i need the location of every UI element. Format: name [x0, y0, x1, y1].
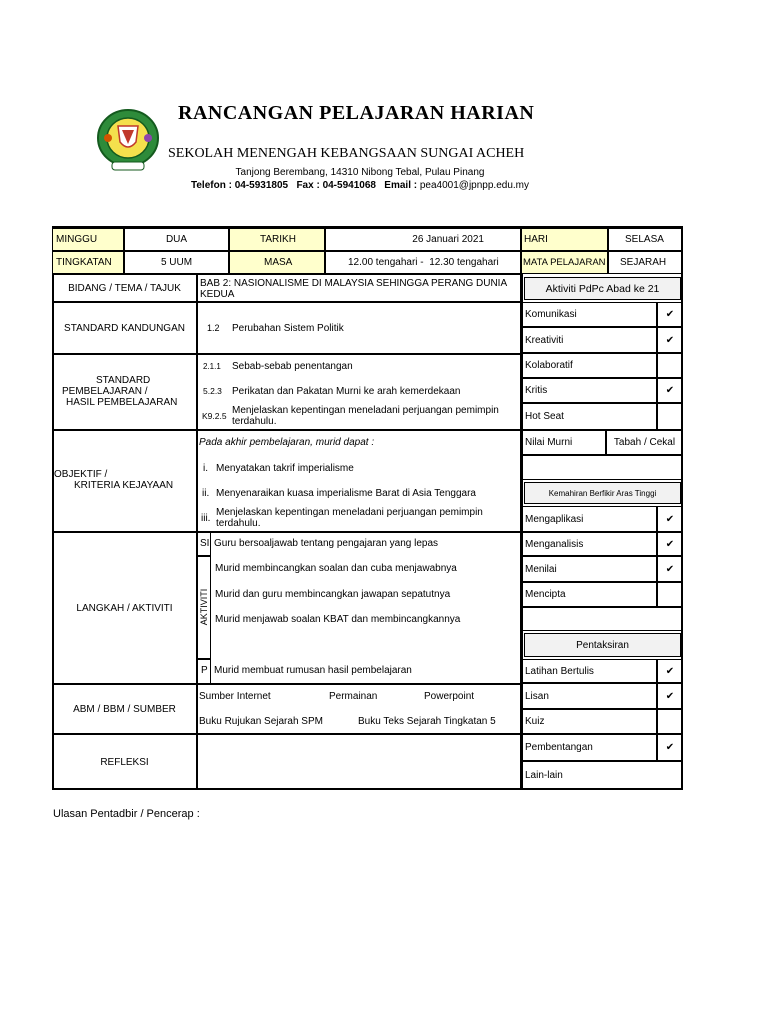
bidang-value: BAB 2: NASIONALISME DI MALAYSIA SEHINGGA PERANG DUNIA KEDUA	[200, 278, 507, 300]
sk-code: 1.2	[207, 323, 220, 333]
pentaksiran-label-4: Pembentangan	[521, 734, 657, 761]
kbat-header: Kemahiran Berfikir Aras Tinggi	[524, 482, 681, 504]
abad-check-4: ✔	[657, 378, 683, 403]
masa-end: 12.30 tengahari	[429, 257, 499, 268]
tarikh-label: TARIKH	[229, 228, 325, 251]
abad-label-5: Hot Seat	[521, 403, 657, 430]
hari-value: SELASA	[608, 228, 683, 251]
abm-item-5: Buku Teks Sejarah Tingkatan 5	[358, 716, 496, 727]
objektif-label	[52, 430, 197, 532]
tingkatan-label: TINGKATAN	[52, 251, 124, 274]
sp-text-1: Sebab-sebab penentangan	[232, 361, 353, 372]
si-label: SI	[200, 538, 210, 549]
kbat-spacer	[521, 607, 683, 631]
email-label: Email :	[384, 180, 418, 191]
abad-check-3	[657, 353, 683, 378]
kbat-label-2: Menganalisis	[521, 532, 657, 556]
abm-cell	[197, 684, 521, 734]
masa-label: MASA	[229, 251, 325, 274]
nilai-spacer	[521, 455, 683, 480]
subject-value: SEJARAH	[608, 251, 683, 274]
objektif-num-2: ii.	[202, 488, 210, 499]
sp-code-3: K9.2.5	[202, 411, 227, 421]
telefon-label: Telefon :	[190, 180, 232, 191]
kbat-check-1: ✔	[657, 506, 683, 532]
sp-label-3: HASIL PEMBELAJARAN	[66, 397, 178, 408]
kbat-check-2: ✔	[657, 532, 683, 556]
school-logo	[96, 104, 160, 176]
bidang-value-cell	[197, 274, 521, 302]
sp-label-2: PEMBELAJARAN /	[62, 386, 148, 397]
langkah-cell	[197, 532, 521, 684]
kbat-label-1: Mengaplikasi	[521, 506, 657, 532]
aktiviti-label: AKTIVITI	[199, 588, 209, 626]
pentaksiran-label-1: Latihan Bertulis	[521, 659, 657, 683]
school-name: SEKOLAH MENENGAH KEBANGSAAN SUNGAI ACHEH	[168, 146, 525, 161]
email-value: pea4001@jpnpp.edu.my	[419, 180, 529, 191]
objektif-label-2: KRITERIA KEJAYAAN	[74, 480, 174, 491]
sp-code-2: 5.2.3	[203, 386, 222, 396]
si-text: Guru bersoaljawab tentang pengajaran yang lepas	[214, 538, 439, 549]
aktiviti-item-3: Murid menjawab soalan KBAT dan membincangkannya	[215, 614, 461, 625]
kbat-label-3: Menilai	[521, 556, 657, 582]
objektif-text-2: Menyenaraikan kuasa imperialisme Barat di Asia Tenggara	[216, 488, 476, 499]
p-text: Murid membuat rumusan hasil pembelajaran	[214, 665, 412, 676]
pentaksiran-check-4: ✔	[657, 734, 683, 761]
objektif-intro: Pada akhir pembelajaran, murid dapat :	[199, 437, 375, 448]
contact-line	[0, 180, 700, 191]
kbat-check-3: ✔	[657, 556, 683, 582]
pentaksiran-label-2: Lisan	[521, 683, 657, 709]
objektif-text-1: Menyatakan takrif imperialisme	[216, 463, 354, 474]
minggu-label: MINGGU	[52, 228, 124, 251]
hari-label: HARI	[521, 228, 608, 251]
pentaksiran-label-3: Kuiz	[521, 709, 657, 734]
p-label: P	[201, 665, 208, 676]
ulasan-label: Ulasan Pentadbir / Pencerap :	[53, 808, 200, 820]
objektif-num-1: i.	[203, 463, 208, 474]
objektif-cell	[197, 430, 521, 532]
fax-value: 04-5941068	[322, 180, 376, 191]
tarikh-value: 26 Januari 2021	[325, 228, 521, 251]
page-title: RANCANGAN PELAJARAN HARIAN	[178, 102, 535, 124]
nilai-value: Tabah / Cekal	[606, 430, 683, 455]
abm-item-2: Permainan	[329, 691, 378, 702]
abad-header: Aktiviti PdPc Abad ke 21	[524, 277, 681, 300]
sp-label-1: STANDARD	[96, 375, 151, 386]
aktiviti-item-1: Murid membincangkan soalan dan cuba menjawabnya	[215, 563, 457, 574]
objektif-label-1: OBJEKTIF /	[54, 469, 108, 480]
masa-value	[325, 251, 521, 274]
abad-check-2: ✔	[657, 327, 683, 353]
abm-item-1: Sumber Internet	[199, 691, 271, 702]
subject-label: MATA PELAJARAN	[521, 251, 608, 274]
sp-text-3: Menjelaskan kepentingan meneladani perjuangan pemimpin terdahulu.	[232, 405, 499, 427]
pentaksiran-header: Pentaksiran	[524, 633, 681, 657]
sp-code-1: 2.1.1	[203, 362, 221, 371]
pentaksiran-check-1: ✔	[657, 659, 683, 683]
tingkatan-value: 5 UUM	[124, 251, 229, 274]
fax-label: Fax :	[296, 180, 320, 191]
standard-pembelajaran-cell	[197, 354, 521, 430]
kbat-label-4: Mencipta	[521, 582, 657, 607]
langkah-label: LANGKAH / AKTIVITI	[52, 532, 197, 684]
minggu-value: DUA	[124, 228, 229, 251]
masa-start: 12.00 tengahari -	[348, 257, 424, 268]
objektif-text-3: Menjelaskan kepentingan meneladani perjuangan pemimpin terdahulu.	[216, 507, 483, 529]
objektif-num-3: iii.	[201, 513, 211, 524]
standard-kandungan-label: STANDARD KANDUNGAN	[52, 302, 197, 354]
aktiviti-item-2: Murid dan guru membincangkan jawapan sepatutnya	[215, 589, 451, 600]
abm-item-3: Powerpoint	[424, 691, 475, 702]
abm-item-4: Buku Rujukan Sejarah SPM	[199, 716, 323, 727]
abad-label-1: Komunikasi	[521, 302, 657, 327]
kbat-check-4	[657, 582, 683, 607]
standard-pembelajaran-label	[52, 354, 197, 430]
refleksi-cell	[197, 734, 521, 790]
school-address: Tanjong Berembang, 14310 Nibong Tebal, Pulau Pinang	[235, 167, 485, 178]
nilai-label: Nilai Murni	[521, 430, 606, 455]
abad-label-3: Kolaboratif	[521, 353, 657, 378]
sk-text: Perubahan Sistem Politik	[232, 323, 344, 334]
pentaksiran-check-2: ✔	[657, 683, 683, 709]
refleksi-label: REFLEKSI	[52, 734, 197, 790]
bidang-label: BIDANG / TEMA / TAJUK	[52, 274, 197, 302]
pentaksiran-label-5: Lain-lain	[521, 761, 683, 790]
abm-label: ABM / BBM / SUMBER	[52, 684, 197, 734]
telefon-value: 04-5931805	[234, 180, 289, 191]
abad-check-1: ✔	[657, 302, 683, 327]
abad-check-5	[657, 403, 683, 430]
pentaksiran-check-3	[657, 709, 683, 734]
sp-text-2: Perikatan dan Pakatan Murni ke arah kemerdekaan	[232, 386, 461, 397]
standard-kandungan-cell	[197, 302, 521, 354]
abad-label-2: Kreativiti	[521, 327, 657, 353]
abad-label-4: Kritis	[521, 378, 657, 403]
